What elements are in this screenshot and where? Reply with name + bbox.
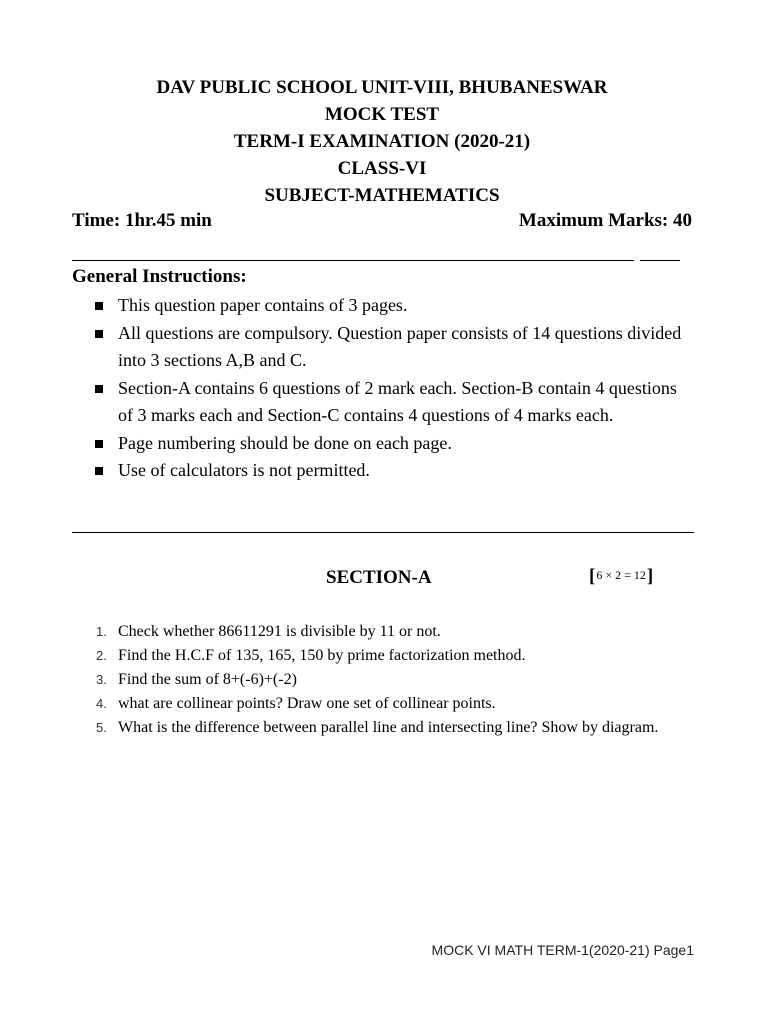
instructions-title: General Instructions: [72, 266, 247, 287]
question-text: Find the sum of 8+(-6)+(-2) [118, 671, 297, 688]
instruction-item [90, 430, 690, 458]
question-list [90, 620, 690, 740]
exam-time: Time: 1hr.45 min [72, 210, 212, 231]
question-number: 3. [96, 672, 107, 687]
marks-bracket-close: ] [646, 566, 654, 587]
question-number: 1. [96, 624, 107, 639]
question-number: 2. [96, 648, 107, 663]
square-bullet-icon [95, 330, 103, 338]
section-a-marks [589, 566, 653, 588]
question-text: what are collinear points? Draw one set of collinear points. [118, 695, 496, 712]
class-name: CLASS-VI [337, 158, 427, 179]
page-footer: MOCK VI MATH TERM-1(2020-21) Page1 [431, 942, 694, 958]
instruction-item [90, 457, 690, 485]
question-item [90, 692, 690, 716]
instruction-item [90, 292, 690, 320]
marks-formula: 6 × 2 = 12 [596, 568, 646, 582]
subject-name: SUBJECT-MATHEMATICS [264, 185, 500, 206]
instruction-text: Section-A contains 6 questions of 2 mark each. Section-B contain 4 questions of 3 marks each and Section-C contains 4 questions of 4 marks each. [118, 377, 677, 425]
maximum-marks: Maximum Marks: 40 [518, 210, 692, 231]
question-item [90, 644, 690, 668]
instruction-text: This question paper contains of 3 pages. [118, 295, 408, 315]
marks-bracket-open: [ [589, 566, 596, 587]
square-bullet-icon [95, 467, 103, 475]
document-header [72, 74, 692, 209]
question-item [90, 620, 690, 644]
header-divider-short [640, 260, 680, 261]
exam-meta-row [72, 210, 692, 238]
question-item [90, 716, 690, 740]
test-name: MOCK TEST [324, 104, 440, 125]
section-a-title: SECTION-A [326, 567, 432, 588]
square-bullet-icon [95, 440, 103, 448]
instruction-text: All questions are compulsory. Question paper consists of 14 questions divided into 3 sections A,B and C. [118, 322, 682, 370]
instruction-item [90, 375, 690, 430]
instruction-text: Page numbering should be done on each page. [118, 432, 452, 453]
question-text: Find the H.C.F of 135, 165, 150 by prime factorization method. [118, 647, 526, 664]
instructions-list [90, 292, 690, 485]
instruction-text: Use of calculators is not permitted. [118, 460, 370, 480]
instructions-divider [72, 532, 694, 533]
header-divider [72, 260, 634, 261]
question-text: Check whether 86611291 is divisible by 11 or not. [118, 623, 441, 640]
question-item [90, 668, 690, 692]
square-bullet-icon [95, 302, 103, 310]
question-number: 5. [96, 720, 107, 735]
square-bullet-icon [95, 385, 103, 393]
instruction-item [90, 320, 690, 375]
question-text: What is the difference between parallel line and intersecting line? Show by diagram. [118, 719, 659, 736]
school-name: DAV PUBLIC SCHOOL UNIT-VIII, BHUBANESWAR [156, 77, 608, 98]
exam-name: TERM-I EXAMINATION (2020-21) [233, 131, 531, 152]
question-number: 4. [96, 696, 107, 711]
